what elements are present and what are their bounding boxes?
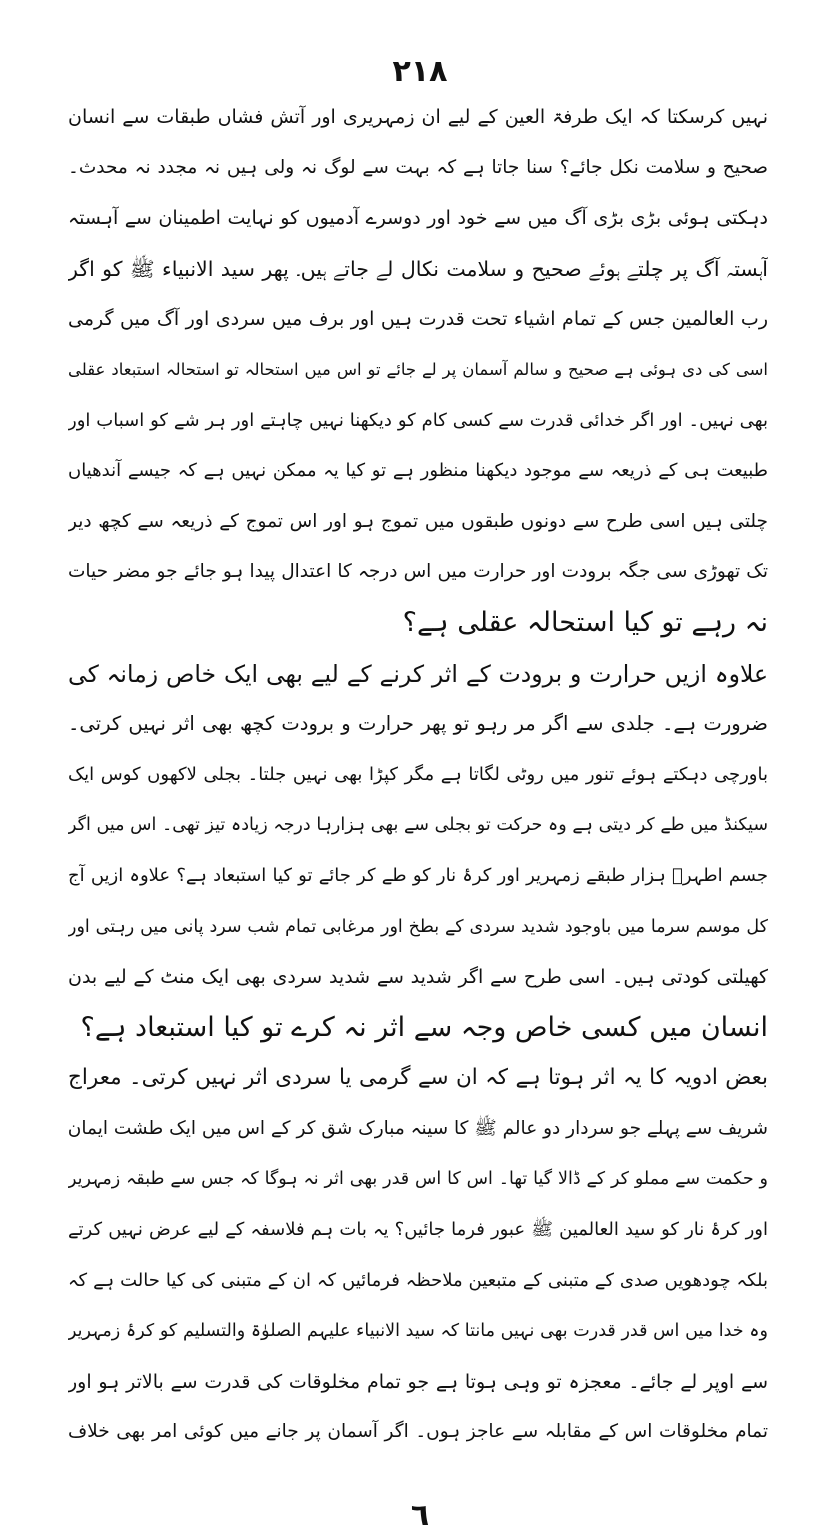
text-line: نہیں کرسکتا کہ ایک طرفۃ العین کے لیے ان زمہریری اور آتش فشاں طبقات سے انسان xyxy=(68,106,768,128)
body-text xyxy=(68,92,768,1458)
text-line: انسان میں کسی خاص وجہ سے اثر نہ کرے تو کیا استبعاد ہے؟ xyxy=(80,1011,768,1043)
text-line: اور کرۂ نار کو سید العالمین ﷺ عبور فرما جائیں؟ یہ بات ہم فلاسفہ کے لیے عرض نہیں کرتے xyxy=(68,1219,768,1241)
text-line: اسی کی دی ہوئی ہے صحیح و سالم آسمان پر لے جائے تو اس میں استحالہ تو استحالہ استبعاد عقلی xyxy=(68,359,768,379)
text-line: کھیلتی کودتی ہیں۔ اسی طرح سے اگر شدید سے شدید سردی بھی ایک منٹ کے لیے بدن xyxy=(68,966,768,989)
text-line: جسم اطہرؐ ہزار طبقے زمہریر اور کرۂ نار کو طے کر جائے تو کیا استبعاد ہے؟ علاوہ ازیں آج xyxy=(68,864,768,886)
text-line: صحیح و سلامت نکل جائے؟ سنا جاتا ہے کہ بہت سے لوگ نہ ولی ہیں نہ مجدد نہ محدث۔ xyxy=(68,156,768,178)
text-line: دہکتی ہوئی بڑی بڑی آگ میں سے خود اور دوسرے آدمیوں کو نہایت اطمینان سے آہستہ xyxy=(68,207,768,230)
text-line: بلکہ چودھویں صدی کے متبنی کے متبعین ملاحظہ فرمائیں کہ ان کے متبنی کی کیا حالت ہے کہ xyxy=(68,1269,768,1291)
text-line: علاوہ ازیں حرارت و برودت کے اثر کرنے کے لیے بھی ایک خاص زمانہ کی xyxy=(68,659,768,688)
text-line: باورچی دہکتے ہوئے تنور میں روٹی لگاتا ہے مگر کپڑا بھی نہیں جلتا۔ بجلی لاکھوں کوس ایک xyxy=(68,763,768,785)
text-line: نہ رہے تو کیا استحالہ عقلی ہے؟ xyxy=(402,606,768,638)
text-line: سیکنڈ میں طے کر دیتی ہے وہ حرکت تو بجلی سے بھی ہزارہا درجہ زیادہ تیز تھی۔ اس میں اگر xyxy=(68,815,768,836)
text-line: چلتی ہیں اسی طرح سے دونوں طبقوں میں تموج ہو اور اس تموج کے ذریعہ سے کچھ دیر xyxy=(68,510,768,532)
text-line: شریف سے پہلے جو سردار دو عالم ﷺ کا سینہ مبارک شق کر کے اس میں ایک طشت ایمان xyxy=(68,1117,768,1139)
text-line: طبیعت ہی کے ذریعہ سے موجود دیکھنا منظور ہے تو کیا یہ ممکن نہیں ہے کہ جیسے آندھیاں xyxy=(68,460,768,482)
text-line: رب العالمین جس کے تمام اشیاء تحت قدرت ہیں اور برف میں سردی اور آگ میں گرمی xyxy=(68,308,768,331)
text-line: تمام مخلوقات اس کے مقابلہ سے عاجز ہوں۔ اگر آسمان پر جانے میں کوئی امر بھی خلاف xyxy=(68,1421,768,1443)
footer-number: ٦ xyxy=(410,1498,430,1533)
text-line: آہستہ آگ پر چلتے ہوئے صحیح و سلامت نکال لے جاتے ہیں۔ پھر سید الانبیاء ﷺ کو اگر xyxy=(68,256,768,281)
page-number: ۲۱۸ xyxy=(392,54,448,89)
text-line: بعض ادویہ کا یہ اثر ہوتا ہے کہ ان سے گرمی یا سردی اثر نہیں کرتی۔ معراج xyxy=(68,1065,768,1091)
text-line: سے اوپر لے جائے۔ معجزہ تو وہی ہوتا ہے جو تمام مخلوقات کی قدرت سے بالاتر ہو اور xyxy=(68,1370,768,1393)
text-line: کل موسم سرما میں باوجود شدید سردی کے بطخ اور مرغابی تمام شب سرد پانی میں رہتی اور xyxy=(68,916,768,937)
text-line: وہ خدا میں اس قدر قدرت بھی نہیں مانتا کہ سید الانبیاء علیہم الصلوٰۃ والتسلیم کو کرۂ زمہریر xyxy=(68,1321,768,1342)
text-line: تک تھوڑی سی جگہ برودت اور حرارت میں اس درجہ کا اعتدال پیدا ہو جائے جو مضر حیات xyxy=(68,561,768,583)
text-line: ضرورت ہے۔ جلدی سے اگر مر رہو تو پھر حرارت و برودت کچھ بھی اثر نہیں کرتی۔ xyxy=(68,712,768,736)
text-line: و حکمت سے مملو کر کے ڈالا گیا تھا۔ اس کا اس قدر بھی اثر نہ ہوگا کہ جس سے طبقہ زمہریر xyxy=(68,1169,768,1190)
text-line: بھی نہیں۔ اور اگر خدائی قدرت سے کسی کام کو دیکھنا نہیں چاہتے اور ہر شے کو اسباب اور xyxy=(68,409,768,431)
